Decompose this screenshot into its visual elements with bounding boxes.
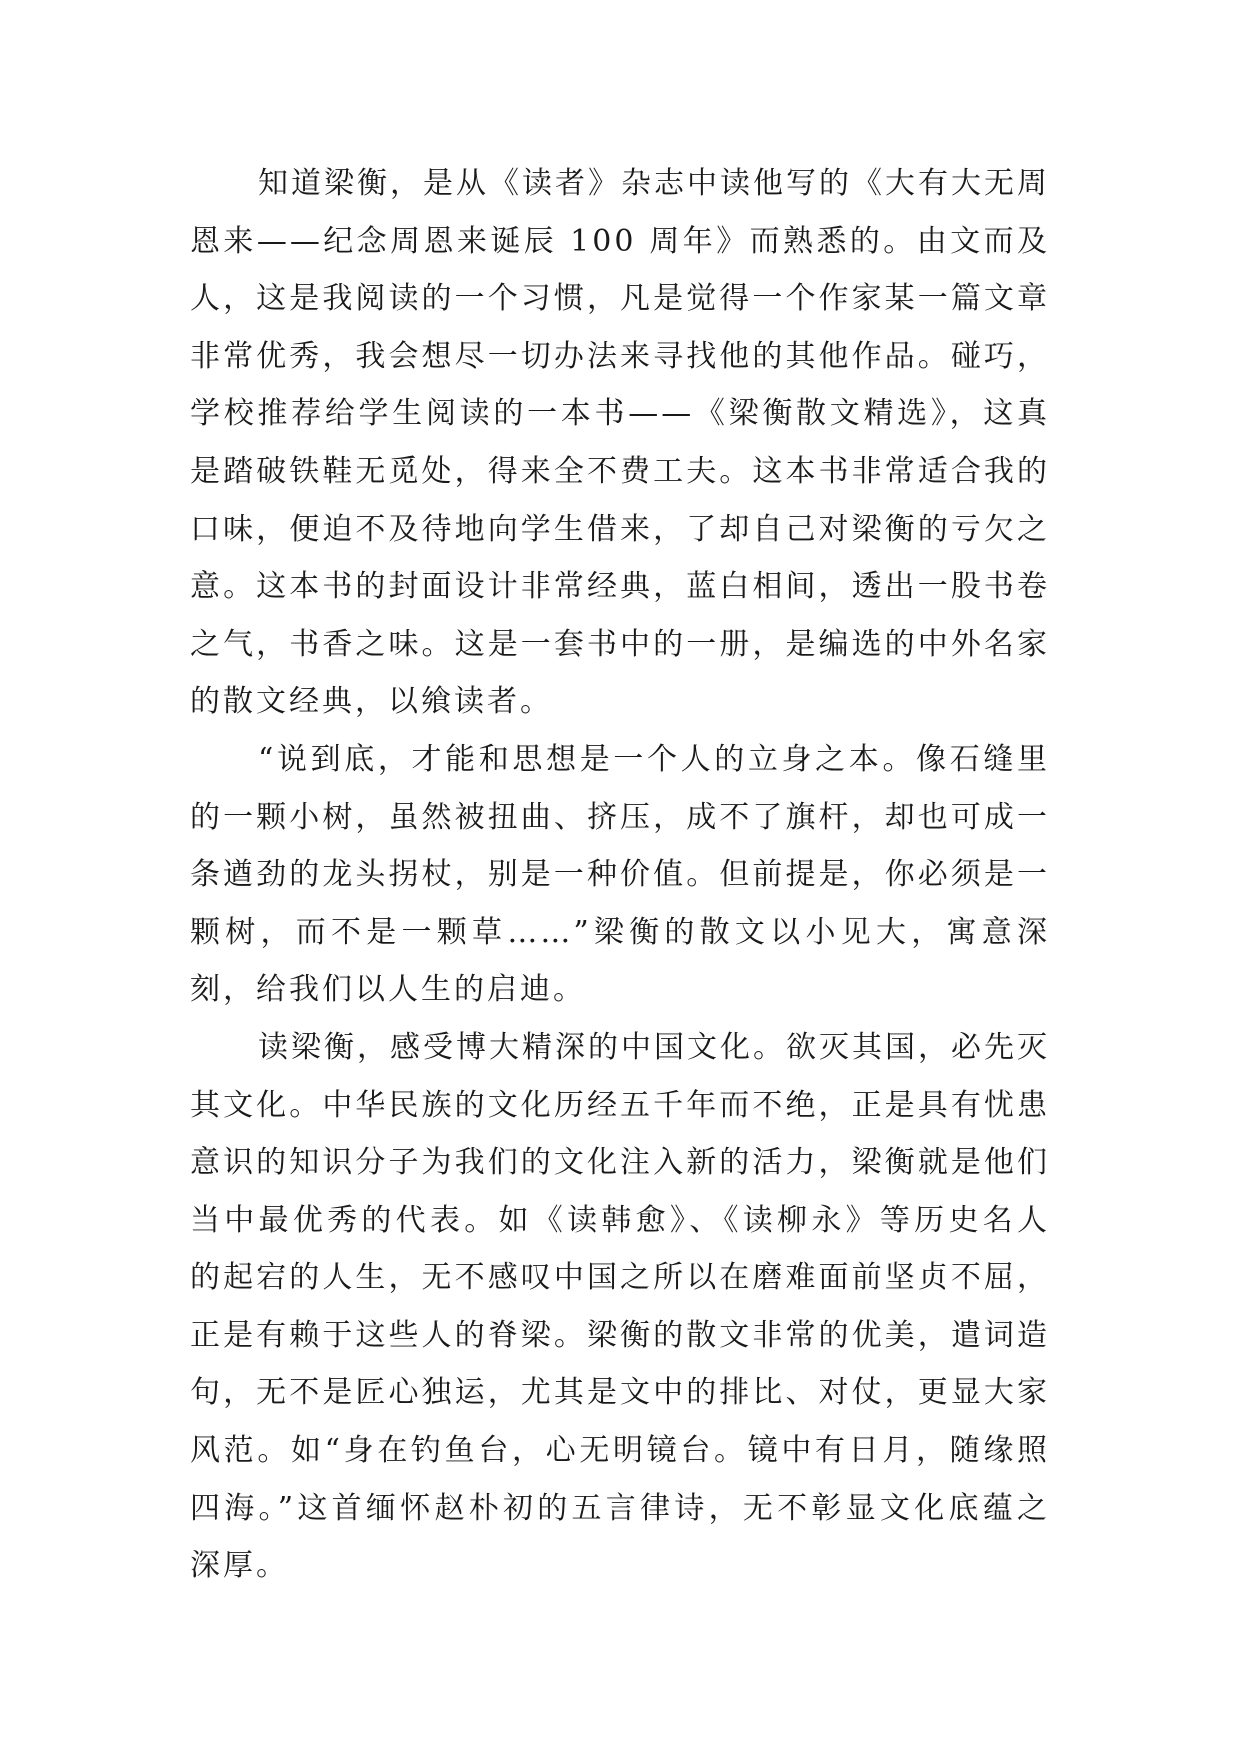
document-body: [190, 155, 1050, 1595]
paragraph-3: 读梁衡，感受博大精深的中国文化。欲灭其国，必先灭其文化。中华民族的文化历经五千年而不绝，正是具有忧患意识的知识分子为我们的文化注入新的活力，梁衡就是他们当中最优秀的代表。如《读韩愈》、《读柳永》等历史名人的起宕的人生，无不感叹中国之所以在磨难面前坚贞不屈，正是有赖于这些人的脊梁。梁衡的散文非常的优美，遣词造句，无不是匠心独运，尤其是文中的排比、对仗，更显大家风范。如“身在钓鱼台，心无明镜台。镜中有日月，随缘照四海。”这首缅怀赵朴初的五言律诗，无不彰显文化底蕴之深厚。: [190, 1029, 1050, 1584]
paragraph-1: 知道梁衡，是从《读者》杂志中读他写的《大有大无周恩来——纪念周恩来诞辰 100 周年》而熟悉的。由文而及人，这是我阅读的一个习惯，凡是觉得一个作家某一篇文章非常优秀，我会想尽一切办法来寻找他的其他作品。碰巧，学校推荐给学生阅读的一本书——《梁衡散文精选》，这真是踏破铁鞋无觅处，得来全不费工夫。这本书非常适合我的口味，便迫不及待地向学生借来，了却自己对梁衡的亏欠之意。这本书的封面设计非常经典，蓝白相间，透出一股书卷之气，书香之味。这是一套书中的一册，是编选的中外名家的散文经典，以飨读者。: [190, 166, 1050, 720]
paragraph-2: “说到底，才能和思想是一个人的立身之本。像石缝里的一颗小树，虽然被扭曲、挤压，成不了旗杆，却也可成一条遒劲的龙头拐杖，别是一种价值。但前提是，你必须是一颗树，而不是一颗草……”梁衡的散文以小见大，寓意深刻，给我们以人生的启迪。: [190, 741, 1050, 1008]
